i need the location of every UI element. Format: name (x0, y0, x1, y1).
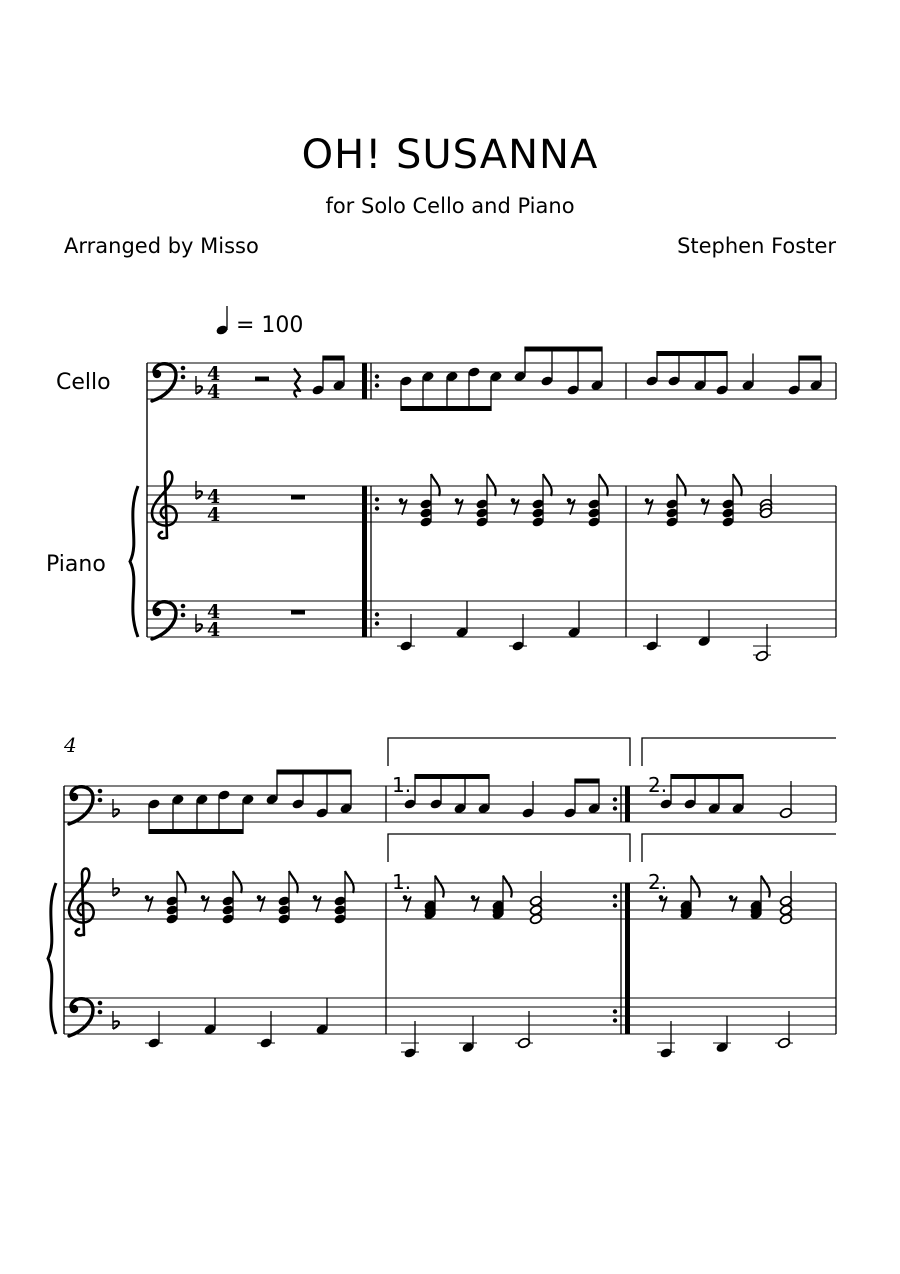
bass-clef-dot (98, 1001, 103, 1006)
eighth-rest-icon (471, 895, 476, 900)
bass-clef-dot (181, 366, 186, 371)
instrument-label-cello: Cello (56, 370, 111, 395)
arranger-credit: Arranged by Misso (64, 234, 259, 258)
measure-number: 4 (64, 733, 77, 757)
bass-clef-dot (153, 608, 161, 616)
volta-1-label-piano: 1. (392, 870, 412, 894)
eighth-rest-icon (257, 895, 262, 900)
piano-brace-icon (48, 883, 56, 1034)
eighth-flag (503, 876, 512, 898)
beam (149, 829, 243, 834)
repeat-dot (375, 612, 379, 616)
eighth-rest-icon (399, 498, 404, 503)
tempo-marking: = 100 (236, 313, 304, 338)
bass-clef-icon (69, 999, 93, 1036)
bass-clef-icon (152, 602, 176, 639)
eighth-flag (761, 876, 770, 898)
eighth-rest-icon (313, 895, 318, 900)
repeat-end-thick-barline (625, 883, 630, 1034)
eighth-rest-icon (511, 498, 516, 503)
beam (323, 356, 344, 361)
volta-2-bracket-cello (642, 738, 836, 766)
eighth-flag (289, 871, 298, 893)
beam (525, 347, 602, 352)
repeat-start-thick-barline (362, 486, 367, 637)
beam (799, 356, 821, 361)
volta-1-label-cello: 1. (392, 773, 412, 797)
time-signature-top: 4 (207, 486, 221, 508)
repeat-dot (375, 621, 379, 625)
time-signature-top: 4 (207, 363, 221, 385)
eighth-flag (345, 871, 354, 893)
repeat-end-thick-barline (625, 786, 630, 822)
treble-clef-icon (69, 869, 94, 936)
beam (277, 770, 351, 775)
eighth-flag (733, 474, 742, 496)
eighth-flag (233, 871, 242, 893)
eighth-flag (543, 474, 552, 496)
repeat-dot (375, 374, 379, 378)
volta-2-bracket-piano (642, 834, 836, 862)
repeat-dot (375, 383, 379, 387)
bass-clef-dot (70, 1005, 78, 1013)
time-signature-bottom: 4 (207, 619, 221, 641)
beam (415, 774, 489, 779)
piano-brace-icon (130, 486, 138, 637)
repeat-dot (375, 506, 379, 510)
beam (575, 779, 599, 784)
eighth-flag (599, 474, 608, 496)
repeat-dot (613, 903, 617, 907)
eighth-rest-icon (455, 498, 460, 503)
eighth-flag (431, 474, 440, 496)
score-title: OH! SUSANNA (301, 132, 599, 178)
eighth-rest-icon (645, 498, 650, 503)
eighth-rest-icon (145, 895, 150, 900)
bass-clef-dot (181, 604, 186, 609)
beam (657, 351, 727, 356)
repeat-dot (613, 806, 617, 810)
eighth-flag (435, 876, 444, 898)
eighth-flag (691, 876, 700, 898)
repeat-dot (613, 894, 617, 898)
repeat-dot (613, 1018, 617, 1022)
eighth-rest-icon (701, 498, 706, 503)
quarter-rest-icon (294, 368, 300, 397)
instrument-label-piano: Piano (46, 552, 106, 577)
bass-clef-dot (153, 370, 161, 378)
volta-2-label-piano: 2. (648, 870, 668, 894)
eighth-rest-icon (567, 498, 572, 503)
eighth-flag (677, 474, 686, 496)
volta-1-bracket-piano (388, 834, 630, 862)
bass-clef-dot (98, 1010, 103, 1015)
bass-clef-icon (152, 364, 176, 401)
time-signature-bottom: 4 (207, 381, 221, 403)
time-signature-bottom: 4 (207, 504, 221, 526)
whole-rest-icon (291, 610, 305, 615)
bass-clef-dot (181, 375, 186, 380)
bass-clef-dot (181, 613, 186, 618)
eighth-rest-icon (659, 895, 664, 900)
bass-clef-icon (69, 787, 93, 824)
score-subtitle: for Solo Cello and Piano (325, 194, 575, 218)
eighth-flag (487, 474, 496, 496)
volta-2-label-cello: 2. (648, 773, 668, 797)
eighth-flag (177, 871, 186, 893)
repeat-dot (613, 1009, 617, 1013)
eighth-rest-icon (201, 895, 206, 900)
bass-clef-dot (98, 789, 103, 794)
beam (401, 406, 491, 411)
treble-clef-icon (152, 472, 177, 539)
volta-1-bracket-cello (388, 738, 630, 766)
time-signature-top: 4 (207, 601, 221, 623)
eighth-rest-icon (729, 895, 734, 900)
repeat-dot (375, 497, 379, 501)
composer-credit: Stephen Foster (677, 234, 836, 258)
repeat-start-thick-barline (362, 363, 367, 399)
beam (671, 774, 743, 779)
bass-clef-dot (98, 798, 103, 803)
bass-clef-dot (70, 793, 78, 801)
whole-rest-icon (291, 495, 305, 500)
eighth-rest-icon (403, 895, 408, 900)
half-rest-icon (255, 377, 269, 382)
repeat-dot (613, 797, 617, 801)
